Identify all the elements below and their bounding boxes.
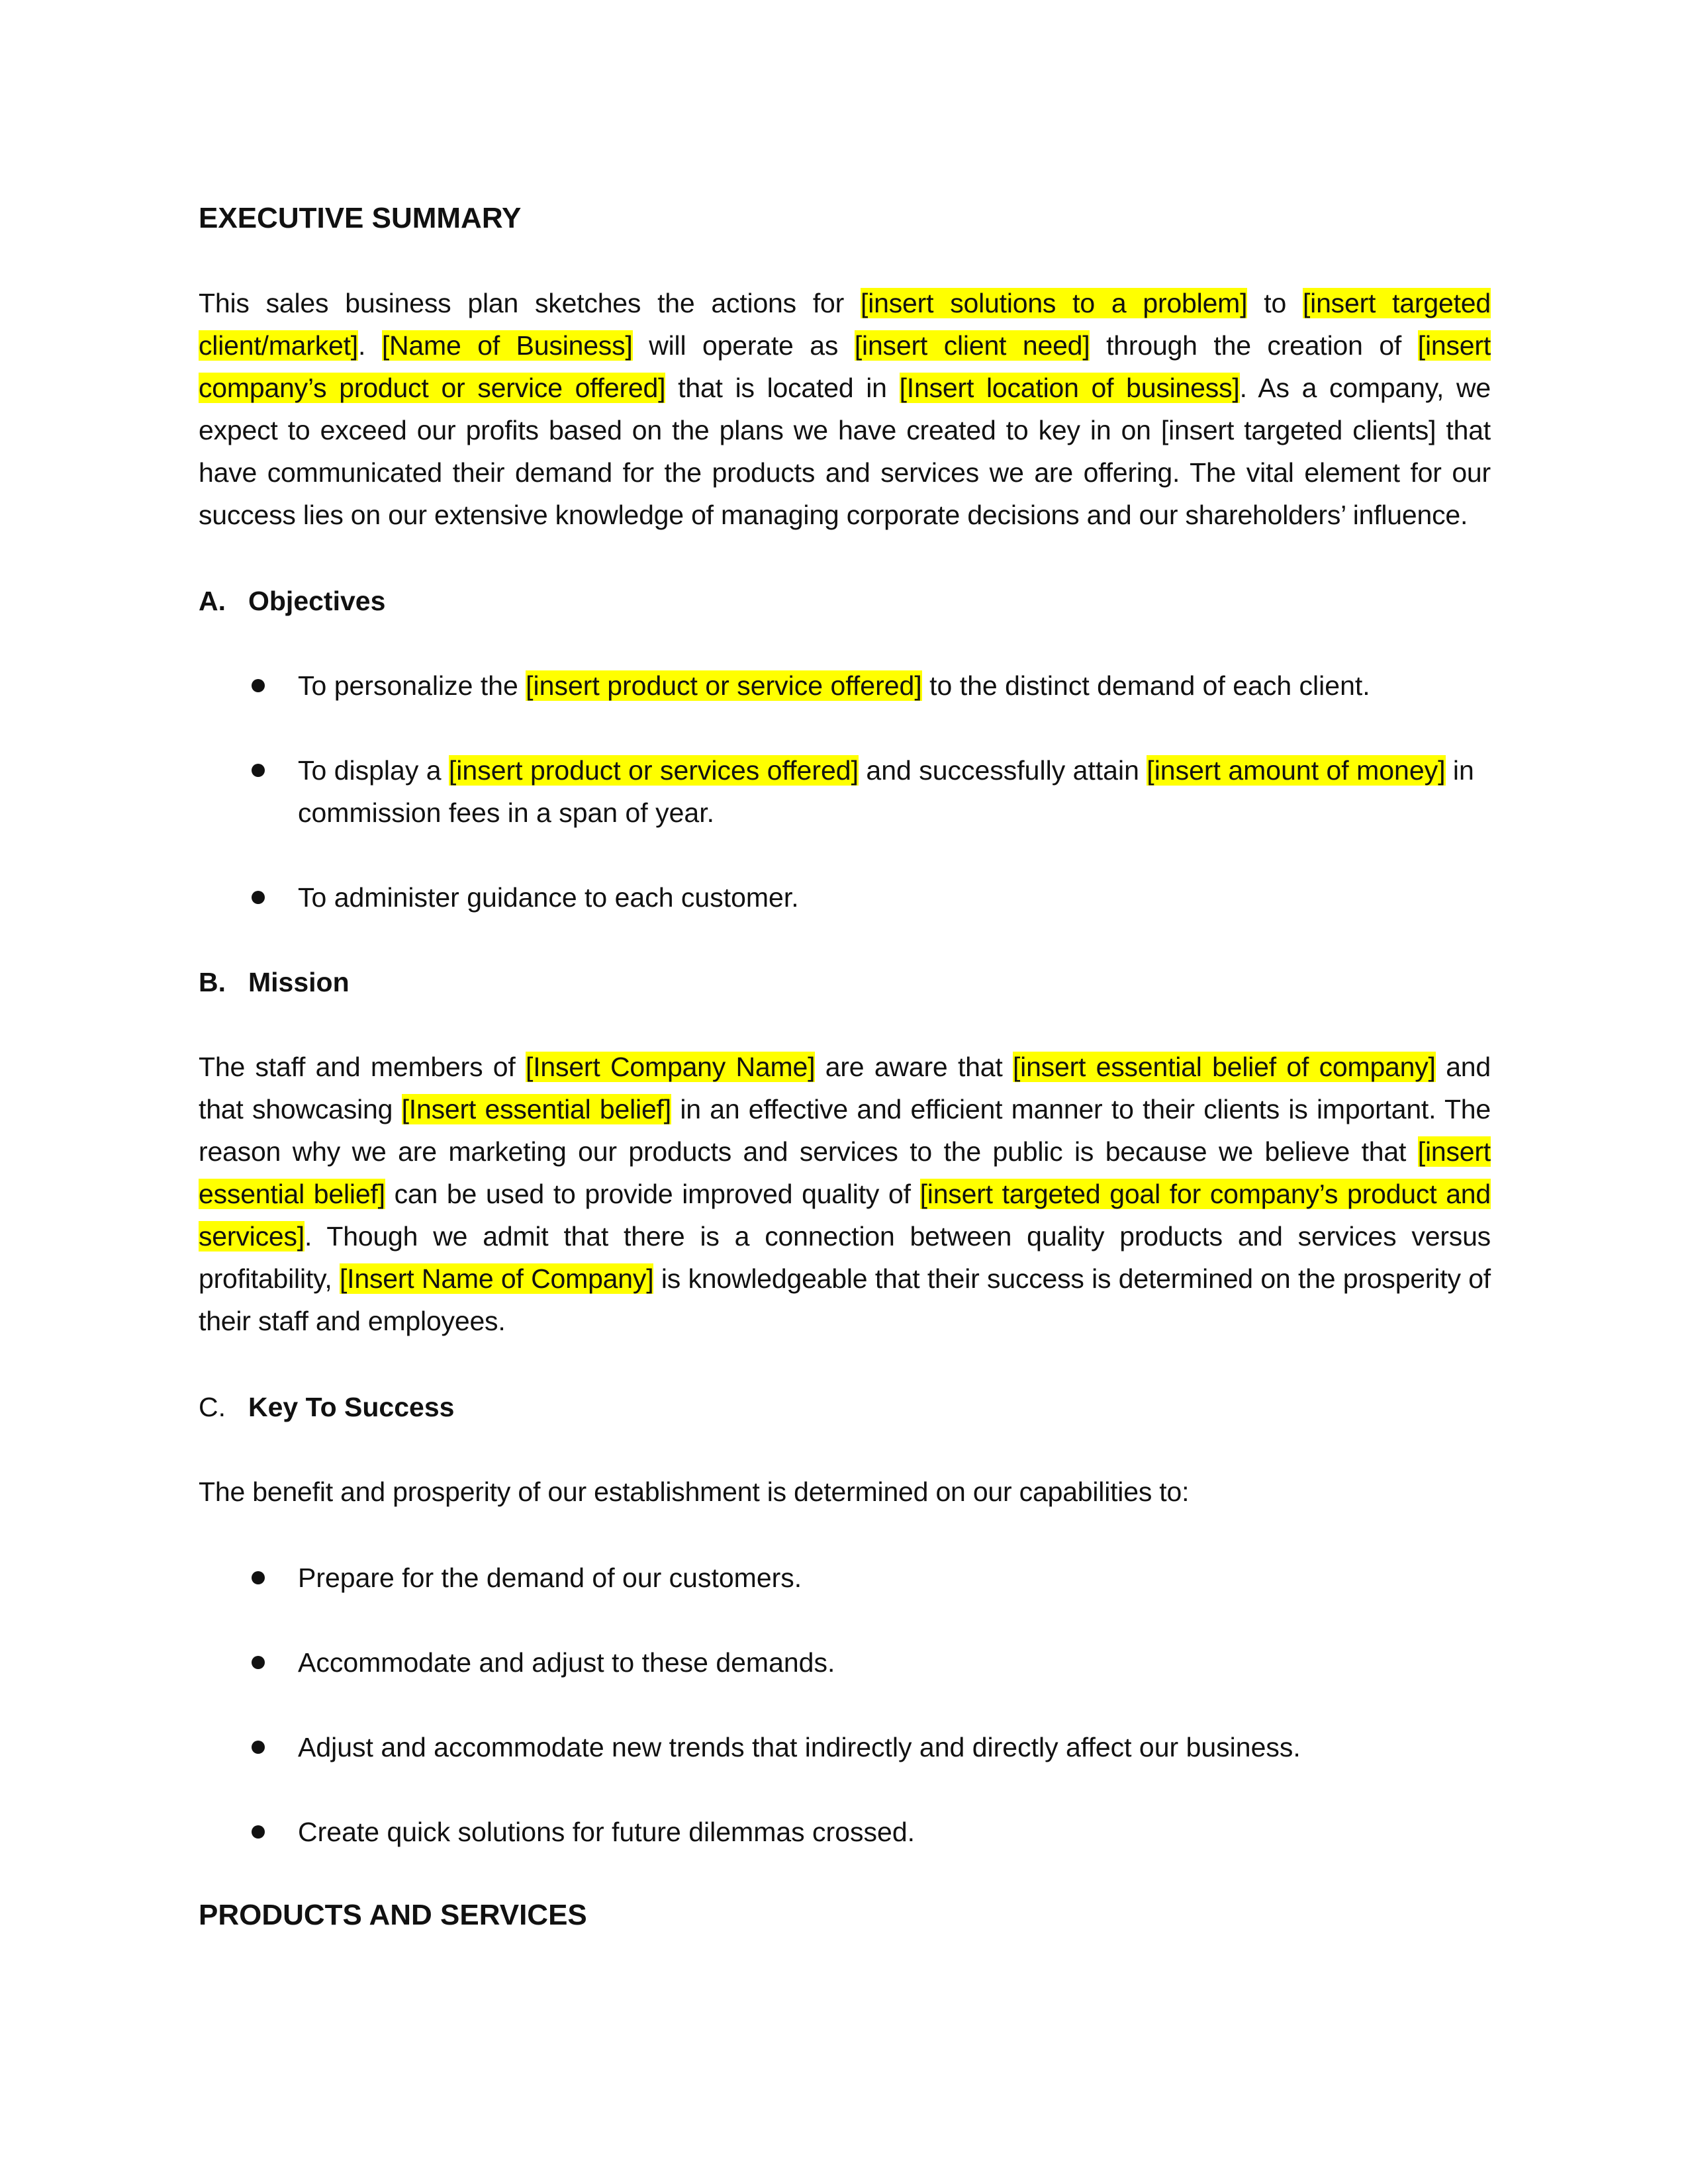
mission-text: can be used to provide improved quality of (385, 1179, 920, 1209)
list-item (199, 664, 1491, 707)
list-item (199, 749, 1491, 834)
section-title: Objectives (248, 586, 386, 616)
placeholder-highlight: [insert client need] (854, 330, 1090, 361)
list-item (199, 876, 1491, 919)
bullet-icon (199, 749, 298, 834)
item-text: To personalize the (298, 670, 526, 701)
executive-summary-heading: EXECUTIVE SUMMARY (199, 202, 522, 234)
objectives-heading (199, 580, 1491, 622)
mission-text: are aware that (815, 1052, 1013, 1082)
placeholder-highlight: [Insert Company Name] (526, 1052, 816, 1082)
list-item-text: Accommodate and adjust to these demands. (298, 1647, 835, 1678)
mission-text: . Though we admit that there is a connection between quality products and services versus profitability, (199, 1221, 1491, 1294)
products-and-services-heading: PRODUCTS AND SERVICES (199, 1899, 587, 1931)
mission-paragraph (199, 1046, 1491, 1342)
key-to-success-list (199, 1557, 1491, 1853)
list-item (199, 1641, 1491, 1684)
list-item-text: Prepare for the demand of our customers. (298, 1563, 802, 1593)
placeholder-highlight: [Insert location of business] (899, 373, 1240, 403)
placeholder-highlight: [insert amount of money] (1147, 755, 1446, 786)
mission-text: in an effective and efficient manner to their clients is important. The reason why we are marketing our products and services to the public is because we believe that (199, 1094, 1491, 1167)
section-title: Mission (248, 967, 350, 997)
bullet-icon (199, 1641, 298, 1684)
section-letter: B. (199, 967, 226, 997)
placeholder-highlight: [insert targeted goal for company’s product and services] (199, 1179, 1491, 1251)
summary-text: that is located in (665, 373, 900, 403)
placeholder-highlight: [insert essential belief of company] (1012, 1052, 1436, 1082)
placeholder-highlight: [Insert essential belief] (401, 1094, 671, 1124)
placeholder-highlight: [insert company’s product or service offered] (199, 330, 1491, 403)
placeholder-highlight: [insert solutions to a problem] (861, 288, 1248, 318)
summary-text: This sales business plan sketches the actions for (199, 288, 861, 318)
section-title: Key To Success (248, 1392, 455, 1422)
list-item-text: Create quick solutions for future dilemmas crossed. (298, 1817, 915, 1847)
document-page (199, 199, 1491, 1979)
mission-text: is knowledgeable that their success is determined on the prosperity of their staff and employees. (199, 1263, 1491, 1336)
key-to-success-intro: The benefit and prosperity of our establishment is determined on our capabilities to: (199, 1477, 1190, 1507)
mission-text: and that showcasing (199, 1052, 1491, 1124)
objectives-list (199, 664, 1491, 919)
list-item (199, 1811, 1491, 1853)
list-item-text (298, 664, 1491, 707)
section-letter: C. (199, 1392, 226, 1422)
placeholder-highlight: [insert product or service offered] (526, 670, 922, 701)
placeholder-highlight: [Insert Name of Company] (339, 1263, 654, 1294)
bullet-icon (199, 1811, 298, 1853)
bullet-icon (199, 664, 298, 707)
item-text: to the distinct demand of each client. (921, 670, 1370, 701)
mission-text: The staff and members of (199, 1052, 526, 1082)
section-letter: A. (199, 586, 226, 616)
placeholder-highlight: [insert product or services offered] (448, 755, 859, 786)
list-item-text: Adjust and accommodate new trends that indirectly and directly affect our business. (298, 1732, 1301, 1762)
item-text: and successfully attain (859, 755, 1147, 786)
bullet-icon (199, 876, 298, 919)
bullet-icon (199, 1557, 298, 1599)
item-text: To display a (298, 755, 449, 786)
placeholder-highlight: [insert targeted client/market] (199, 288, 1491, 361)
summary-text: will operate as (632, 330, 855, 361)
executive-summary-paragraph (199, 282, 1491, 536)
summary-text: through the creation of (1090, 330, 1418, 361)
list-item-text: To administer guidance to each customer. (298, 882, 799, 913)
placeholder-highlight: [insert essential belief] (199, 1136, 1491, 1209)
list-item (199, 1726, 1491, 1768)
mission-heading (199, 961, 1491, 1003)
list-item (199, 1557, 1491, 1599)
item-text: in commission fees in a span of year. (298, 755, 1474, 828)
list-item-text (298, 749, 1491, 834)
summary-text: . As a company, we expect to exceed our profits based on the plans we have created to key in on [insert targeted clients] that have communicated their demand for the products and services we are offering. The vital element for our success lies on our extensive knowledge of managing corporate decisions and our shareholders’ influence. (199, 373, 1491, 530)
key-to-success-heading (199, 1386, 1491, 1428)
bullet-icon (199, 1726, 298, 1768)
placeholder-highlight: [Name of Business] (381, 330, 633, 361)
summary-text: to (1247, 288, 1303, 318)
summary-text: . (358, 330, 382, 361)
